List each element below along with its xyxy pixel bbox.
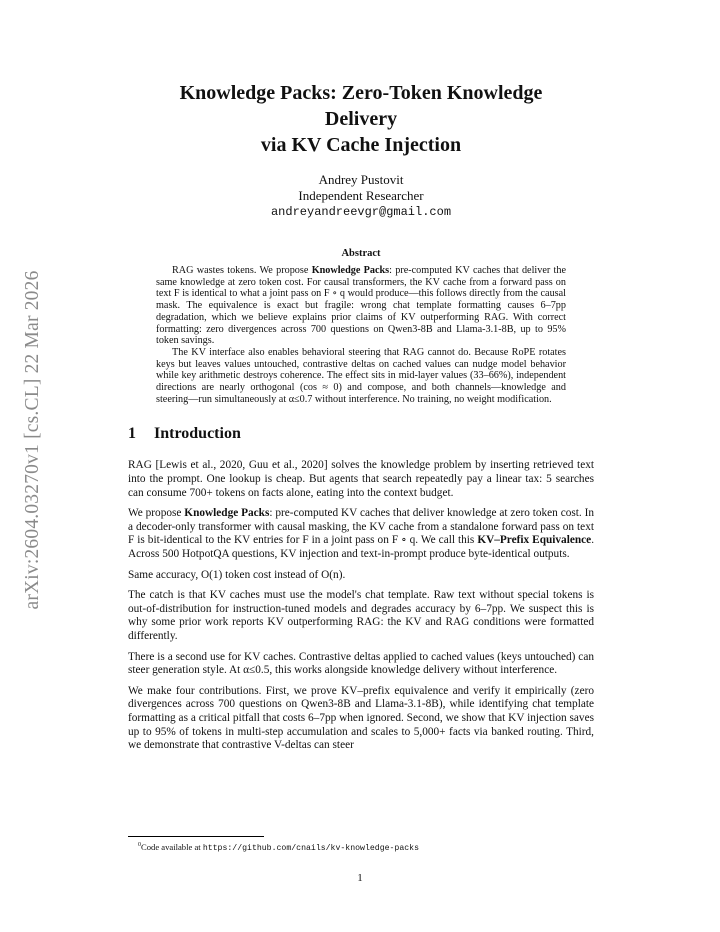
abstract-paragraph-2: The KV interface also enables behavioral steering that RAG cannot do. Because RoPE rotates keys but leaves values untouched, contrastive deltas on cached values can nudge model behavior while key arithmetic destroys coherence. The effect sits in mid-layer values (33–66%), independent directions are nearly orthogonal (cos ≈ 0) and compose, and both channels—knowledge and steering—run simultaneously at α≤0.7 without interference. No training, no weight modification. [156,346,566,405]
abstract-bold-term: Knowledge Packs [311,265,390,276]
body-text: . Across 500 HotpotQA questions, KV injection and text-in-prompt produce byte-identical outputs. [128,534,595,560]
author-block [128,172,594,220]
footnote-rule [128,836,264,837]
body-paragraph [128,507,594,561]
footnote-url-link[interactable]: https://github.com/cnails/kv-knowledge-packs [202,843,419,853]
paper-title [128,80,594,158]
abstract-text: RAG wastes tokens. We propose [172,265,312,276]
abstract-text: : pre-computed KV caches that deliver the same knowledge at zero token cost. For causal transformers, the KV cache from a forward pass on text F is identical to what a joint pass on F ∘ q would produce—this follows directly from the causal mask. The equivalence is exact but fragile: wrong chat template formatting causes 6–7pp degradation, which we believe explains prior claims of KV outperforming RAG. With correct formatting: zero divergences across 700 questions on Qwen3-8B and Llama-3.1-8B, up to 95% token savings. [156,265,566,347]
paper-page [128,80,594,760]
title-line: Knowledge Packs: Zero-Token Knowledge [179,82,543,104]
section-body [128,459,594,752]
section-title: Introduction [154,425,241,443]
body-text: We propose [128,507,185,520]
body-paragraph: The catch is that KV caches must use the model's chat template. Raw text without special tokens is out-of-distribution for instruction-tuned models and degrades accuracy by 6–7pp. We suspect this is why some prior work reports KV outperforming RAG: the KV and RAG conditions were formatted differently. [128,589,594,642]
author-affiliation: Independent Researcher [298,188,424,203]
title-line: Delivery [324,108,398,130]
body-paragraph: We make four contributions. First, we prove KV–prefix equivalence and verify it empirically (zero divergences across 700 questions on Qwen3-8B and Llama-3.1-8B), while identifying chat template formatting as a critical pitfall that costs 6–7pp when ignored. Second, we show that KV injection saves up to 95% of tokens in multi-step accumulation and scales to 5,000+ facts via banked routing. Third, we demonstrate that contrastive V-deltas can steer [128,684,594,752]
arxiv-identifier: arXiv:2604.03270v1 [cs.CL] 22 Mar 2026 [22,270,43,610]
section-number: 1 [128,425,136,443]
footnote-mark: 0 [138,842,141,848]
arxiv-side-stamp [20,260,46,620]
body-paragraph: There is a second use for KV caches. Contrastive deltas applied to cached values (keys untouched) can steer generation style. At α≤0.5, this works alongside knowledge delivery without interference. [128,650,594,677]
author-name: Andrey Pustovit [318,172,404,187]
footnote-text: Code available at [141,841,203,852]
body-text: : pre-computed KV caches that deliver knowledge at zero token cost. In a decoder-only transformer with causal masking, the KV cache from a standalone forward pass on text F is bit-identical to the KV entries for F in a joint pass on F ∘ q. We call this [128,507,594,547]
title-line: via KV Cache Injection [260,134,462,156]
abstract-heading: Abstract [341,248,381,259]
page-number: 1 [357,872,363,884]
section-heading [128,425,594,443]
body-paragraph: Same accuracy, O(1) token cost instead of O(n). [128,568,346,581]
bold-term: KV–Prefix Equivalence [477,534,592,547]
bold-term: Knowledge Packs [184,507,270,520]
abstract [156,265,566,405]
body-paragraph: RAG [Lewis et al., 2020, Guu et al., 2020] solves the knowledge problem by inserting retrieved text into the prompt. One lookup is cheap. But agents that search repeatedly pay a linear tax: 5 searches can consume 700+ tokens on facts alone, eating into the context budget. [128,459,594,499]
footnote [138,840,419,854]
abstract-paragraph-1 [156,265,566,347]
author-email[interactable]: andreyandreevgr@gmail.com [270,205,452,219]
